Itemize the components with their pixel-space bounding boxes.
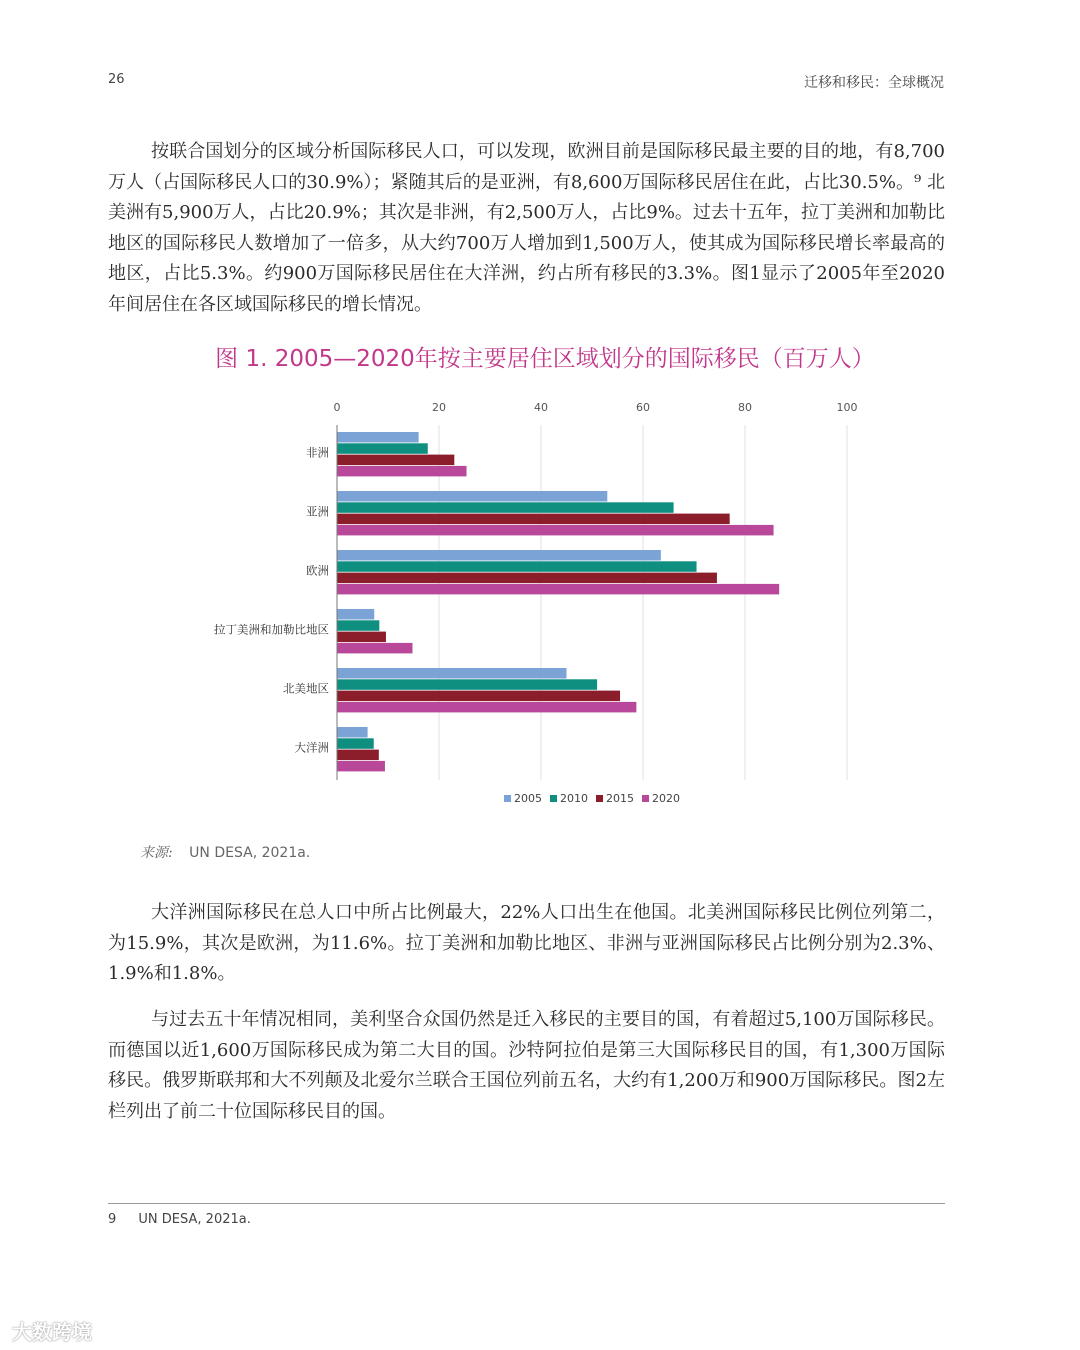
x-tick-label: 40 — [534, 401, 548, 414]
bar-2015 — [337, 514, 730, 525]
legend-swatch — [642, 795, 649, 802]
bar-2020 — [337, 643, 412, 654]
bar-2020 — [337, 525, 774, 536]
bar-2010 — [337, 620, 379, 631]
bar-2015 — [337, 455, 454, 466]
category-label: 亚洲 — [306, 504, 329, 519]
bar-2010 — [337, 502, 674, 513]
bar-chart — [200, 395, 900, 820]
legend-swatch — [504, 795, 511, 802]
legend-label: 2015 — [606, 792, 634, 805]
x-tick-label: 80 — [738, 401, 752, 414]
bar-2005 — [337, 491, 607, 502]
legend-label: 2020 — [652, 792, 680, 805]
bar-2005 — [337, 668, 567, 679]
category-label: 拉丁美洲和加勒比地区 — [214, 622, 329, 637]
x-tick-label: 20 — [432, 401, 446, 414]
footnote-text: UN DESA, 2021a. — [138, 1212, 251, 1227]
bar-2015 — [337, 573, 717, 584]
bar-2010 — [337, 443, 428, 454]
category-label: 非洲 — [306, 445, 329, 460]
footnote — [108, 1212, 251, 1227]
body-paragraph: 大洋洲国际移民在总人口中所占比例最大，22%人口出生在他国。北美洲国际移民比例位列第二，为15.9%，其次是欧洲，为11.6%。拉丁美洲和加勒比地区、非洲与亚洲国际移民占比例分别为2.3%、1.9%和1.8%。 — [108, 902, 945, 984]
category-label: 大洋洲 — [294, 740, 329, 755]
footnote-divider — [108, 1203, 945, 1204]
category-label: 北美地区 — [283, 681, 329, 696]
bar-2005 — [337, 727, 368, 738]
legend-label: 2010 — [560, 792, 588, 805]
bar-2020 — [337, 584, 779, 595]
bar-2015 — [337, 750, 379, 761]
bar-2010 — [337, 561, 697, 572]
source-label: 来源: — [140, 845, 173, 861]
x-tick-label: 100 — [836, 401, 858, 414]
body-paragraph: 与过去五十年情况相同，美利坚合众国仍然是迁入移民的主要目的国，有着超过5,100万国际移民。而德国以近1,600万国际移民成为第二大目的国。沙特阿拉伯是第三大国际移民目的国，有1,300万国际移民。俄罗斯联邦和大不列颠及北爱尔兰联合王国位列前五名，大约有1,200万和900万国际移民。图2左栏列出了前二十位国际移民目的国。 — [108, 1009, 945, 1122]
x-tick-label: 60 — [636, 401, 650, 414]
bar-2005 — [337, 550, 661, 561]
bar-2005 — [337, 432, 419, 443]
legend-label: 2005 — [514, 792, 542, 805]
body-paragraph: 按联合国划分的区域分析国际移民人口，可以发现，欧洲目前是国际移民最主要的目的地，有8,700万人（占国际移民人口的30.9%）；紧随其后的是亚洲，有8,600万国际移民居住在此，占比30.5%。⁹ 北美洲有5,900万人，占比20.9%；其次是非洲，有2,500万人，占比9%。过去十五年，拉丁美洲和加勒比地区的国际移民人数增加了一倍多，从大约700万人增加到1,500万人，使其成为国际移民增长率最高的地区，占比5.3%。约900万国际移民居住在大洋洲，约占所有移民的3.3%。图1显示了2005年至2020年间居住在各区域国际移民的增长情况。 — [108, 141, 945, 315]
bar-2020 — [337, 761, 385, 772]
watermark-logo: 大数跨境 — [12, 1320, 92, 1344]
category-label: 欧洲 — [306, 563, 329, 578]
x-tick-label: 0 — [333, 401, 341, 414]
bar-2005 — [337, 609, 374, 620]
bar-2015 — [337, 691, 620, 702]
bar-2010 — [337, 738, 374, 749]
bar-2020 — [337, 702, 636, 713]
running-header: 迁移和移民：全球概况 — [804, 75, 944, 91]
bar-2020 — [337, 466, 467, 477]
legend-swatch — [550, 795, 557, 802]
footnote-number: 9 — [108, 1212, 117, 1227]
bar-2010 — [337, 679, 597, 690]
page-number: 26 — [108, 72, 125, 87]
figure-source — [140, 842, 310, 862]
source-text: UN DESA, 2021a. — [189, 845, 311, 861]
bar-2015 — [337, 632, 386, 643]
legend-swatch — [596, 795, 603, 802]
figure-title: 图 1. 2005—2020年按主要居住区域划分的国际移民（百万人） — [215, 346, 875, 372]
